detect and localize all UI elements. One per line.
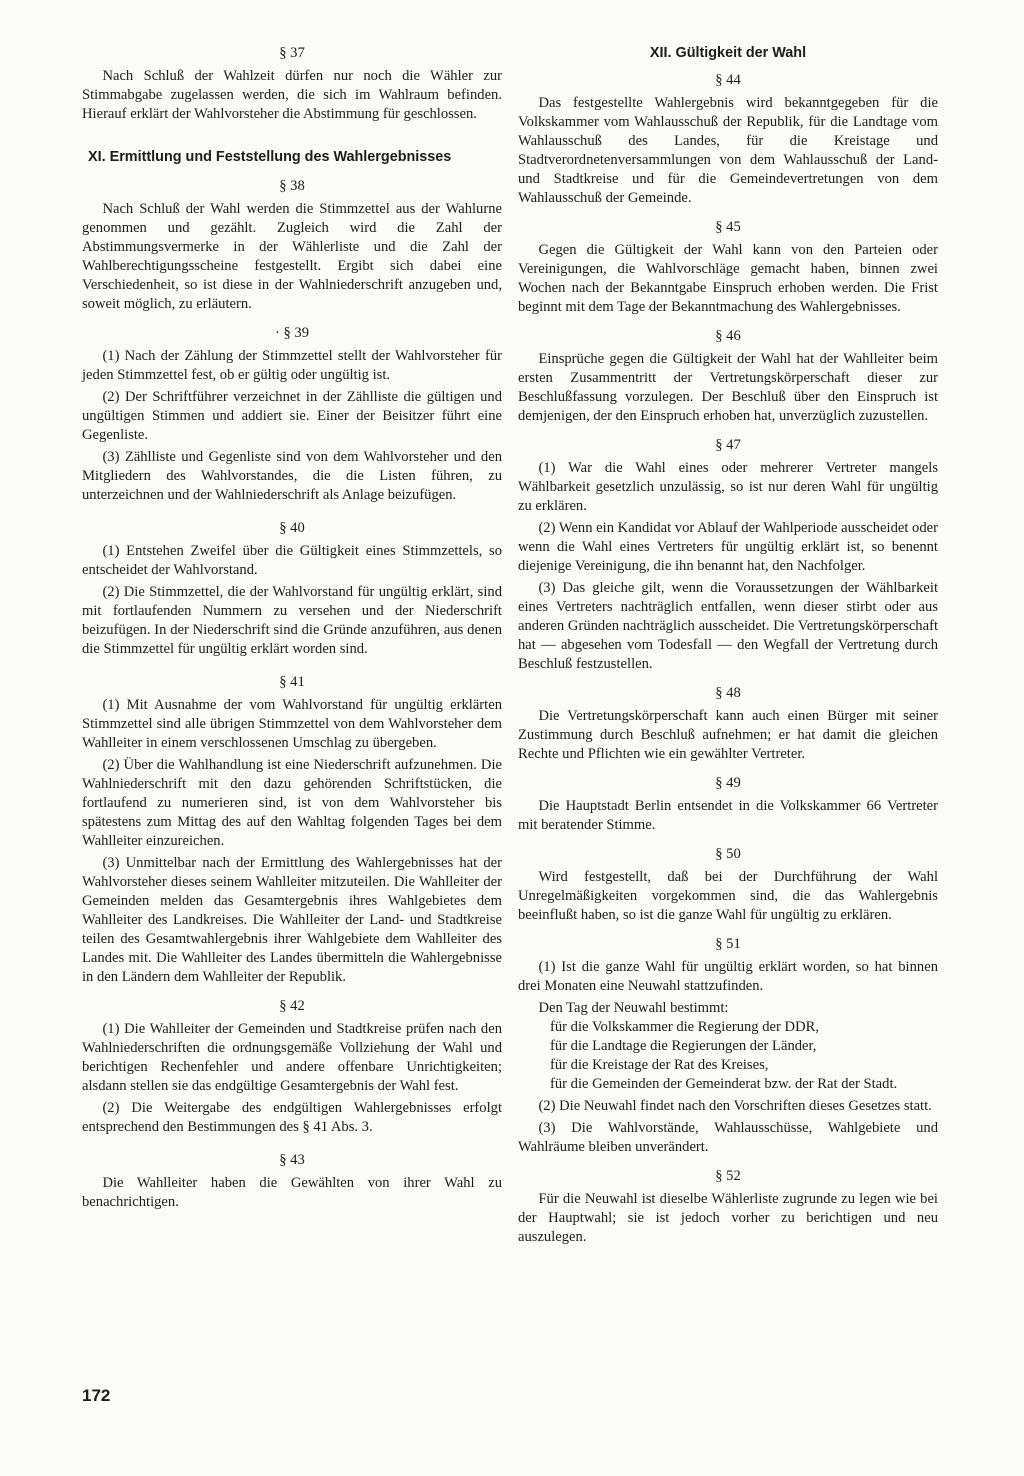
section-heading-52: § 52 <box>715 1168 741 1184</box>
section-43-text: Die Wahlleiter haben die Gewählten von ihrer Wahl zu benachrichtigen. <box>82 1175 502 1210</box>
section-40-paragraph-2: (2) Die Stimmzettel, die der Wahlvorstand für ungültig erklärt, sind mit fortlaufenden Nummern zu versehen und der Niederschrift beizufügen. In der Niederschrift sind die Gründe anzuführen, aus denen die Stimmzettel für ungültig erklärt worden sind. <box>82 584 502 657</box>
section-heading-40: § 40 <box>279 520 305 536</box>
section-heading-46: § 46 <box>715 328 741 344</box>
section-heading-45: § 45 <box>715 219 741 235</box>
section-heading-51: § 51 <box>715 936 741 952</box>
section-40-paragraph-1: (1) Entstehen Zweifel über die Gültigkeit eines Stimmzettels, so entscheidet der Wahlvorstand. <box>82 543 502 578</box>
section-39-paragraph-2: (2) Der Schriftführer verzeichnet in der Zählliste die gültigen und ungültigen Stimmen und addiert sie. Einer der Beisitzer führt eine Gegenliste. <box>82 389 502 443</box>
section-47-paragraph-3: (3) Das gleiche gilt, wenn die Voraussetzungen der Wählbarkeit eines Vertreters nachträglich entfallen, wenn dieser stirbt oder aus anderen Gründen nachträglich ausscheidet. Die Vertretungskörperschaft hat — abgesehen vom Todesfall — den Wegfall der Vertretung durch Beschluß festzustellen. <box>518 580 938 672</box>
section-51-list <box>518 1018 938 1094</box>
section-52-text: Für die Neuwahl ist dieselbe Wählerliste zugrunde zu legen wie bei der Hauptwahl; sie ist jedoch vorher zu berichtigen und neu auszulegen. <box>518 1191 938 1245</box>
section-42-paragraph-2: (2) Die Weitergabe des endgültigen Wahlergebnisses erfolgt entsprechend den Bestimmungen des § 41 Abs. 3. <box>82 1100 502 1135</box>
section-41-paragraph-2: (2) Über die Wahlhandlung ist eine Niederschrift aufzunehmen. Die Wahlniederschrift mit den dazu gehörenden Schriftstücken, die fortlaufend zu numerieren sind, ist von dem Wahlvorsteher bis spätestens zum Mittag des auf den Wahltag folgenden Tages bei dem Wahlleiter einzureichen. <box>82 757 502 849</box>
section-heading-49: § 49 <box>715 775 741 791</box>
left-column <box>82 44 502 1212</box>
section-46-text: Einsprüche gegen die Gültigkeit der Wahl hat der Wahlleiter beim ersten Zusammentritt der Vertretungskörperschaft dieser zur Beschlußfassung vorzulegen. Der Beschluß über den Einspruch ist demjenigen, der den Einspruch erhoben hat, unverzüglich zuzustellen. <box>518 351 938 424</box>
section-41-paragraph-1: (1) Mit Ausnahme der vom Wahlvorstand für ungültig erklärten Stimmzettel sind alle übrigen Stimmzettel von dem Wahlvorsteher dem Wahlleiter in einem verschlossenen Umschlag zu übergeben. <box>82 697 502 751</box>
section-heading-37: § 37 <box>279 45 305 61</box>
section-49-text: Die Hauptstadt Berlin entsendet in die Volkskammer 66 Vertreter mit beratender Stimme. <box>518 798 938 833</box>
section-51-paragraph-2: (2) Die Neuwahl findet nach den Vorschriften dieses Gesetzes statt. <box>538 1098 932 1114</box>
section-heading-39: · § 39 <box>274 325 310 341</box>
right-column <box>518 44 938 1247</box>
section-heading-43: § 43 <box>279 1152 305 1168</box>
section-51-paragraph-3: (3) Die Wahlvorstände, Wahlausschüsse, Wahlgebiete und Wahlräume bleiben unverändert. <box>518 1120 938 1155</box>
section-47-paragraph-2: (2) Wenn ein Kandidat vor Ablauf der Wahlperiode ausscheidet oder wenn die Wahl eines Vertreters für ungültig erklärt ist, so benennt diejenige Vereinigung, die ihn benannt hat, den Nachfolger. <box>518 520 938 574</box>
section-38-text: Nach Schluß der Wahl werden die Stimmzettel aus der Wahlurne genommen und gezählt. Zugleich wird die Zahl der Abstimmungsvermerke in der Wählerliste und die Zahl der Wahlberechtigungsscheine festgestellt. Ergibt sich dabei eine Verschiedenheit, so ist diese in der Wahlniederschrift anzugeben und, soweit möglich, zu erläutern. <box>82 201 502 312</box>
section-41-paragraph-3: (3) Unmittelbar nach der Ermittlung des Wahlergebnisses hat der Wahlvorsteher dieses seinem Wahlleiter mitzuteilen. Die Wahlleiter der Gemeinden melden das Gesamtergebnis ihres Wahlgebietes dem Wahlleiter des Landkreises. Die Wahlleiter der Land- und Stadtkreise teilen des Gesamtwahlergebnis ihrer Wahlgebiete dem Wahlleiter des Landes mit. Die Wahlleiter des Landes übermitteln die Wahlergebnisse in den Ländern dem Wahlleiter der Republik. <box>82 855 502 985</box>
list-item: für die Landtage die Regierungen der Länder, <box>550 1038 817 1054</box>
chapter-heading-xii: XII. Gültigkeit der Wahl <box>649 45 807 61</box>
section-heading-38: § 38 <box>279 178 305 194</box>
section-heading-41: § 41 <box>279 674 305 690</box>
list-item: für die Kreistage der Rat des Kreises, <box>550 1057 769 1073</box>
section-heading-42: § 42 <box>279 998 305 1014</box>
list-item: für die Volkskammer die Regierung der DDR, <box>550 1019 819 1035</box>
section-37-text: Nach Schluß der Wahlzeit dürfen nur noch die Wähler zur Stimmabgabe zugelassen werden, die sich im Wahlraum befinden. Hierauf erklärt der Wahlvorsteher die Abstimmung für geschlossen. <box>82 68 502 122</box>
section-39-paragraph-1: (1) Nach der Zählung der Stimmzettel stellt der Wahlvorsteher für jeden Stimmzettel fest, ob er gültig oder ungültig ist. <box>82 348 502 383</box>
section-heading-47: § 47 <box>715 437 741 453</box>
section-39-paragraph-3: (3) Zählliste und Gegenliste sind von dem Wahlvorsteher und den Mitgliedern des Wahlvorstandes, die die Listen führen, zu unterzeichnen und der Wahlniederschrift als Anlage beizufügen. <box>82 449 502 503</box>
section-51-paragraph-1: (1) Ist die ganze Wahl für ungültig erklärt worden, so hat binnen drei Monaten eine Neuwahl stattzufinden. <box>518 959 938 994</box>
section-48-text: Die Vertretungskörperschaft kann auch einen Bürger mit seiner Zustimmung durch Beschluß aufnehmen; er hat damit die gleichen Rechte und Pflichten wie ein gewählter Vertreter. <box>518 708 938 762</box>
list-item: für die Gemeinden der Gemeinderat bzw. der Rat der Stadt. <box>550 1076 898 1092</box>
section-42-paragraph-1: (1) Die Wahlleiter der Gemeinden und Stadtkreise prüfen nach den Wahlniederschriften die ordnungsgemäße Vollziehung der Wahl und berichtigen Rechenfehler und andere offenbare Unrichtigkeiten; alsdann stellen sie das endgültige Gesamtergebnis der Wahl fest. <box>82 1021 502 1094</box>
section-47-paragraph-1: (1) War die Wahl eines oder mehrerer Vertreter mangels Wählbarkeit gesetzlich unzulässig, so ist nur deren Wahl für ungültig zu erklären. <box>518 460 938 514</box>
section-50-text: Wird festgestellt, daß bei der Durchführung der Wahl Unregelmäßigkeiten vorgekommen sind, die das Wahlergebnis beeinflußt haben, so ist die ganze Wahl für ungültig zu erklären. <box>518 869 938 923</box>
page-number: 172 <box>82 1386 111 1405</box>
section-heading-48: § 48 <box>715 685 741 701</box>
section-heading-50: § 50 <box>715 846 741 862</box>
section-45-text: Gegen die Gültigkeit der Wahl kann von den Parteien oder Vereinigungen, die Wahlvorschläge gemacht haben, binnen zwei Wochen nach der Bekanntgabe Einspruch erhoben werden. Die Frist beginnt mit dem Tage der Bekanntmachung des Wahlergebnisses. <box>518 242 938 315</box>
section-44-text: Das festgestellte Wahlergebnis wird bekanntgegeben für die Volkskammer vom Wahlausschuß der Republik, für die Landtage vom Wahlausschuß des Landes, für die Kreistage und Stadtverordnetenversammlungen von dem Wahlausschuß der Land- und Stadtkreise und für die Gemeindevertretungen von dem Wahlausschuß der Gemeinde. <box>518 95 938 206</box>
section-51-lead: Den Tag der Neuwahl bestimmt: <box>538 1000 729 1016</box>
section-heading-44: § 44 <box>715 72 741 88</box>
chapter-heading-xi: XI. Ermittlung und Feststellung des Wahlergebnisses <box>88 149 452 165</box>
